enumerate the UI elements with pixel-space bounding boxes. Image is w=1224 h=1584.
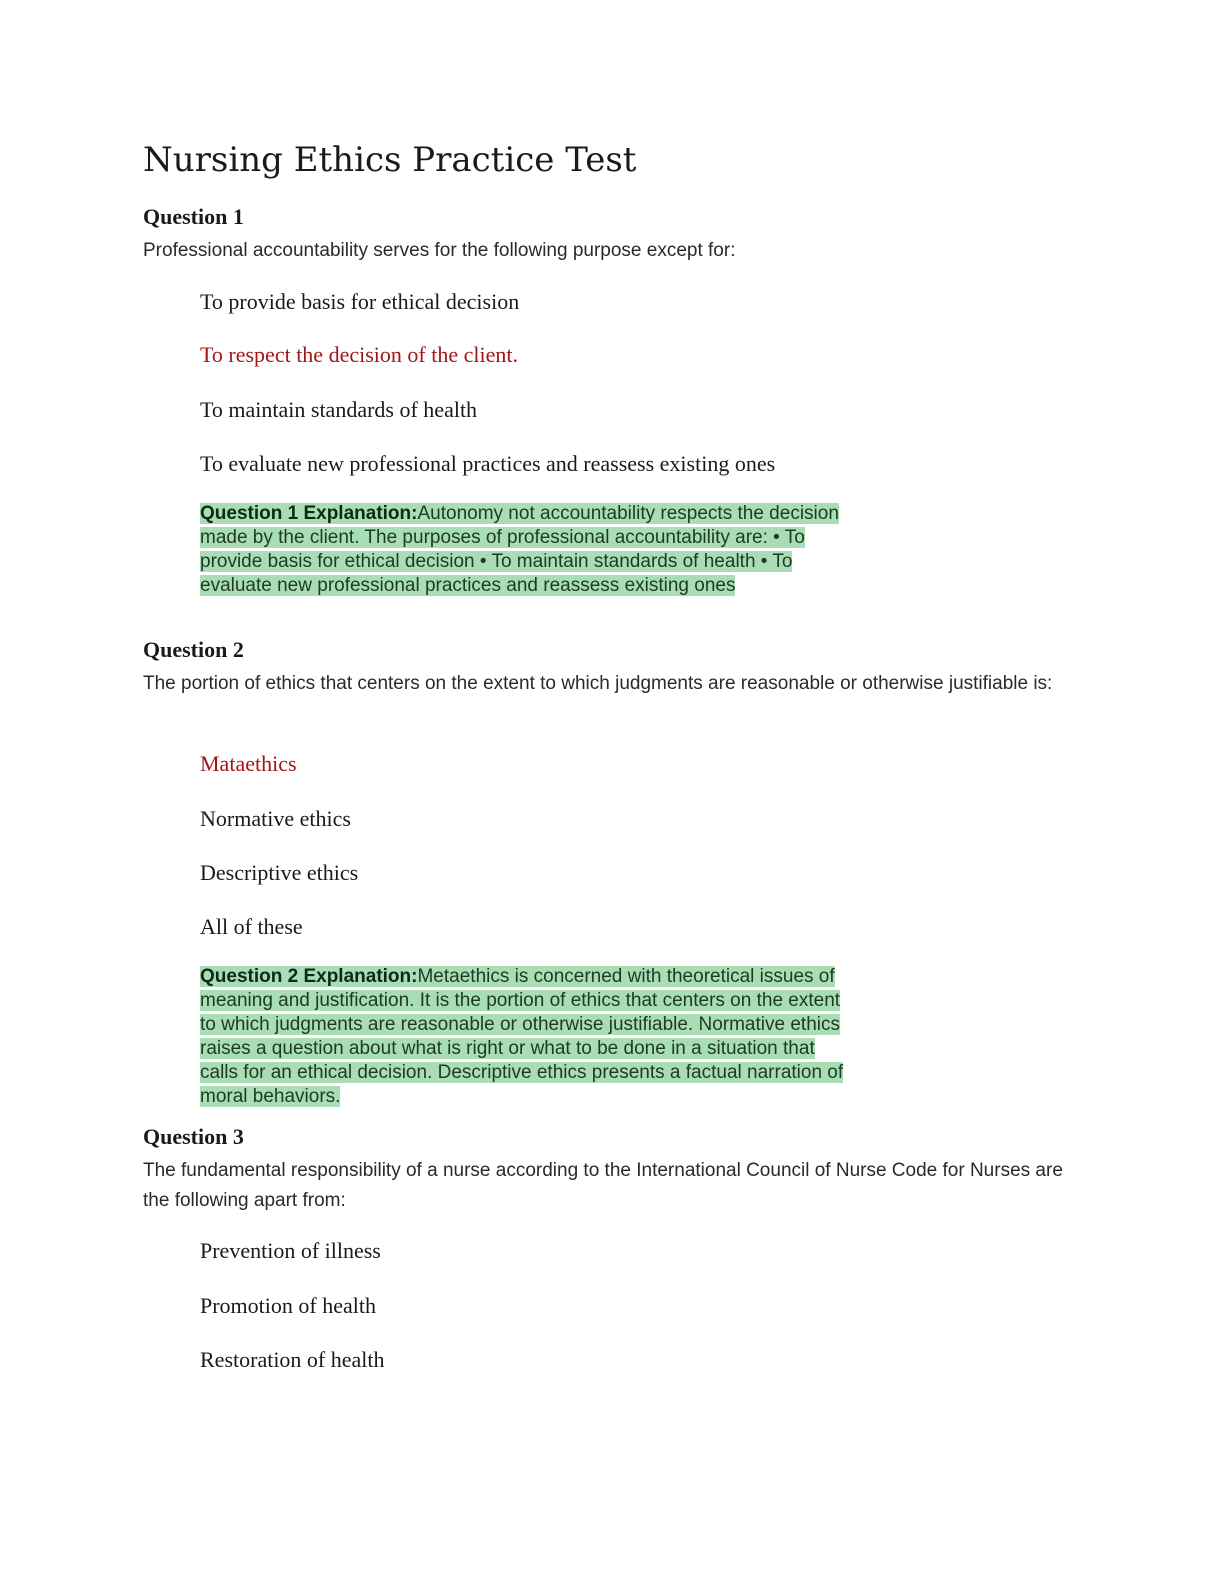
question-2-explanation-label: Question 2 Explanation:	[200, 966, 418, 987]
question-1-option-b-correct: To respect the decision of the client.	[200, 342, 518, 367]
question-1-explanation-label: Question 1 Explanation:	[200, 503, 418, 524]
question-3-text: The fundamental responsibility of a nurse according to the International Council of Nurse Code for Nurses are the following apart from:	[143, 1160, 1063, 1211]
question-3-option-b: Promotion of health	[200, 1293, 376, 1318]
page-title: Nursing Ethics Practice Test	[143, 140, 637, 180]
question-2-explanation-text: Metaethics is concerned with theoretical issues of meaning and justification. It is the portion of ethics that centers on the extent to which judgments are reasonable or otherwise justifiable. Normative ethics raises a question about what is right or what to be done in a situation that calls for an ethical decision. Descriptive ethics presents a factual narration of moral behaviors.	[200, 966, 844, 1107]
question-3-heading: Question 3	[143, 1124, 244, 1149]
question-2-option-d: All of these	[200, 914, 303, 939]
question-2-option-b: Normative ethics	[200, 806, 351, 831]
question-2-option-a-correct: Mataethics	[200, 751, 297, 776]
question-2-option-c: Descriptive ethics	[200, 860, 359, 885]
question-3-option-a: Prevention of illness	[200, 1238, 381, 1263]
question-2-text: The portion of ethics that centers on the extent to which judgments are reasonable or otherwise justifiable is:	[143, 673, 1053, 694]
question-1-explanation-text: Autonomy not accountability respects the decision made by the client. The purposes of professional accountability are: • To provide basis for ethical decision • To maintain standards of health • To evaluate new professional practices and reassess existing ones	[200, 503, 839, 596]
question-1-option-c: To maintain standards of health	[200, 397, 478, 422]
question-1-explanation	[200, 502, 850, 598]
question-3-option-c: Restoration of health	[200, 1347, 385, 1372]
question-2-heading: Question 2	[143, 637, 244, 662]
question-1-option-d: To evaluate new professional practices and reassess existing ones	[200, 451, 776, 476]
question-1-heading: Question 1	[143, 204, 244, 229]
question-1-option-a: To provide basis for ethical decision	[200, 289, 520, 314]
question-2-explanation	[200, 965, 850, 1109]
question-1-text: Professional accountability serves for the following purpose except for:	[143, 240, 736, 261]
